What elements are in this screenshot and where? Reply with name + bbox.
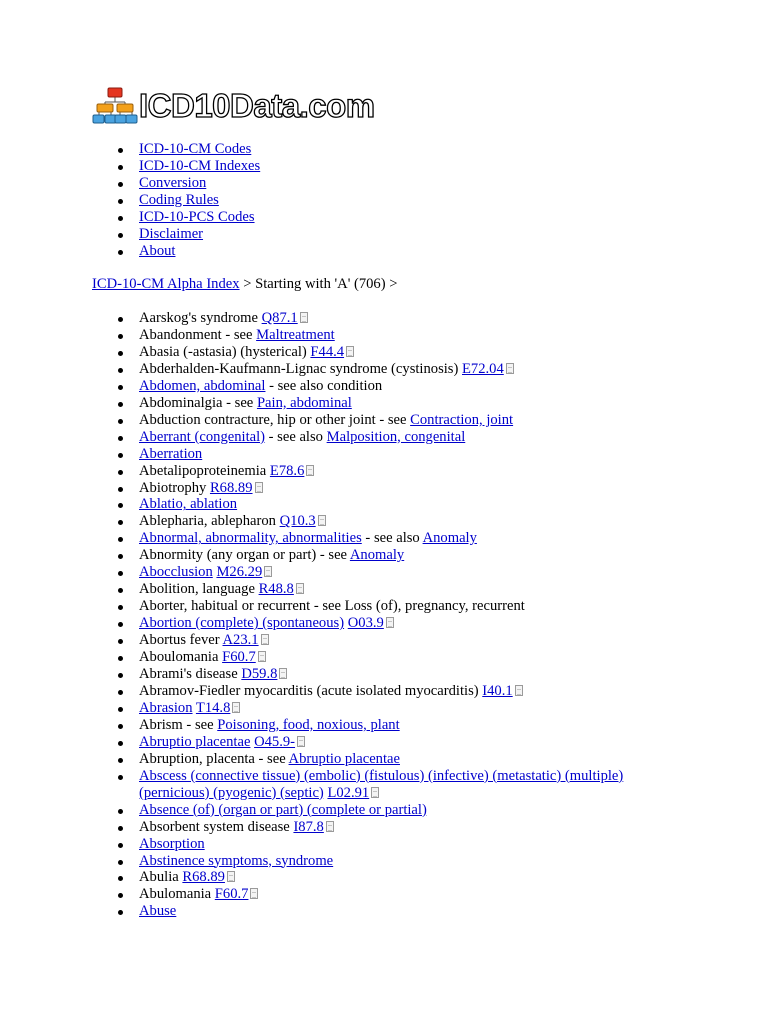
code-link[interactable]: T14.8: [195, 699, 231, 716]
document-icon[interactable]: [250, 888, 258, 899]
term-link[interactable]: Abruptio placentae: [288, 750, 400, 767]
term-link[interactable]: Abdomen, abdominal: [139, 377, 266, 394]
entry-text: Abandonment - see: [139, 326, 257, 343]
index-entry: [92, 683, 672, 700]
document-icon[interactable]: [296, 583, 304, 594]
index-entry: [92, 361, 672, 378]
index-entry: [92, 378, 672, 395]
term-link[interactable]: Pain, abdominal: [256, 394, 352, 411]
document-icon[interactable]: [515, 685, 523, 696]
code-link[interactable]: F44.4: [310, 343, 345, 360]
document-icon[interactable]: [300, 312, 308, 323]
breadcrumb-alpha-index-link[interactable]: ICD-10-CM Alpha Index: [92, 276, 240, 292]
entry-text: Abduction contracture, hip or other joint - see: [139, 411, 411, 428]
index-entry: [92, 819, 672, 836]
entry-text: Abolition, language: [139, 581, 259, 598]
entry-text: Abulomania: [139, 886, 215, 903]
term-link[interactable]: Malposition, congenital: [326, 428, 466, 445]
nav-item: [92, 209, 692, 226]
document-icon[interactable]: [306, 465, 314, 476]
index-entry: [92, 768, 672, 802]
index-entry: [92, 480, 672, 497]
index-entry: [92, 853, 672, 870]
entry-text: - see also: [361, 530, 423, 547]
index-entry: [92, 649, 672, 666]
nav-link-coding-rules[interactable]: Coding Rules: [139, 191, 219, 208]
code-link[interactable]: A23.1: [222, 632, 259, 649]
term-link[interactable]: Abstinence symptoms, syndrome: [139, 852, 334, 869]
index-entry: [92, 751, 672, 768]
entry-text: Abulia: [139, 869, 183, 886]
index-entry: [92, 547, 672, 564]
document-icon[interactable]: [258, 651, 266, 662]
entry-text: Abasia (-astasia) (hysterical): [139, 343, 311, 360]
term-link[interactable]: Abocclusion: [139, 564, 213, 581]
main-navigation: [92, 141, 692, 260]
index-entry: [92, 666, 672, 683]
code-link[interactable]: Q87.1: [261, 310, 298, 326]
index-entry: [92, 598, 672, 615]
entry-text: Ablepharia, ablepharon: [139, 513, 280, 530]
term-link[interactable]: Anomaly: [349, 547, 405, 564]
document-icon[interactable]: [371, 787, 379, 798]
document-icon[interactable]: [264, 566, 272, 577]
term-link[interactable]: Ablatio, ablation: [139, 496, 238, 513]
nav-item: [92, 141, 692, 158]
index-entry: [92, 564, 672, 581]
breadcrumb: [92, 276, 397, 293]
index-entry: [92, 463, 672, 480]
term-link[interactable]: Abscess (connective tissue) (embolic) (fistulous) (infective) (metastatic) (multiple) (pernicious) (pyogenic) (septic): [139, 767, 624, 801]
term-link[interactable]: Anomaly: [422, 530, 477, 547]
code-link[interactable]: O45.9-: [254, 733, 296, 750]
index-entry: [92, 717, 672, 734]
index-entry: [92, 886, 672, 903]
index-entry: [92, 412, 672, 429]
document-icon[interactable]: [261, 634, 269, 645]
breadcrumb-current: Starting with 'A' (706): [255, 276, 386, 292]
index-entry: [92, 344, 672, 361]
term-link[interactable]: Poisoning, food, noxious, plant: [217, 716, 400, 733]
nav-link-icd-10-cm-indexes[interactable]: ICD-10-CM Indexes: [139, 157, 261, 174]
document-icon[interactable]: [279, 668, 287, 679]
code-link[interactable]: F60.7: [222, 649, 256, 666]
index-entry-list: [92, 310, 672, 920]
term-link[interactable]: Aberrant (congenital): [139, 428, 266, 445]
code-link[interactable]: Q10.3: [279, 513, 316, 530]
code-link[interactable]: E72.04: [462, 360, 504, 377]
entry-text: Abrami's disease: [139, 666, 242, 683]
index-entry: [92, 310, 672, 327]
code-link[interactable]: I40.1: [482, 682, 513, 699]
document-icon[interactable]: [318, 515, 326, 526]
index-entry: [92, 513, 672, 530]
nav-item: [92, 175, 692, 192]
document-icon[interactable]: [232, 702, 240, 713]
document-icon[interactable]: [297, 736, 305, 747]
entry-text: Abiotrophy: [139, 479, 210, 496]
code-link[interactable]: D59.8: [241, 666, 278, 683]
entry-text: Abramov-Fiedler myocarditis (acute isolated myocarditis): [139, 682, 483, 699]
document-icon[interactable]: [346, 346, 354, 357]
entry-text: Aboulomania: [139, 649, 223, 666]
entry-text: - see also: [265, 428, 327, 445]
index-entry: [92, 496, 672, 513]
term-link[interactable]: Absence (of) (organ or part) (complete or partial): [139, 801, 427, 818]
code-link[interactable]: O03.9: [347, 615, 384, 632]
nav-link-disclaimer[interactable]: Disclaimer: [139, 225, 204, 242]
nav-link-conversion[interactable]: Conversion: [139, 174, 207, 191]
index-entry: [92, 903, 672, 920]
nav-item: [92, 158, 692, 175]
code-link[interactable]: E78.6: [269, 462, 305, 479]
code-link[interactable]: M26.29: [216, 564, 263, 581]
term-link[interactable]: Abnormal, abnormality, abnormalities: [139, 530, 362, 547]
entry-text: Abderhalden-Kaufmann-Lignac syndrome (cystinosis): [139, 360, 462, 377]
entry-text: Abetalipoproteinemia: [139, 462, 270, 479]
index-entry: [92, 429, 672, 446]
breadcrumb-separator: >: [385, 276, 398, 292]
nav-link-icd-10-pcs-codes[interactable]: ICD-10-PCS Codes: [139, 208, 255, 225]
index-entry: [92, 869, 672, 886]
term-link[interactable]: Abruptio placentae: [139, 733, 251, 750]
nav-item: [92, 243, 692, 260]
index-entry: [92, 327, 672, 344]
document-icon[interactable]: [255, 482, 263, 493]
entry-text: Aborter, habitual or recurrent - see Loss (of), pregnancy, recurrent: [139, 598, 525, 615]
entry-text: Abdominalgia - see: [139, 394, 257, 411]
index-entry: [92, 734, 672, 751]
term-link[interactable]: Aberration: [139, 445, 203, 462]
code-link[interactable]: R68.89: [182, 869, 225, 886]
hierarchy-logo-icon: [92, 86, 138, 126]
entry-text: Abrism - see: [139, 716, 218, 733]
entry-text: Absorbent system disease: [139, 818, 294, 835]
nav-item: [92, 192, 692, 209]
document-icon[interactable]: [386, 617, 394, 628]
index-entry: [92, 615, 672, 632]
term-link[interactable]: Abuse: [139, 903, 177, 920]
breadcrumb-separator: >: [239, 276, 256, 292]
term-link[interactable]: Contraction, joint: [410, 411, 514, 428]
document-icon[interactable]: [227, 871, 235, 882]
index-entry: [92, 530, 672, 547]
term-link[interactable]: Absorption: [139, 835, 205, 852]
site-logo[interactable]: [92, 86, 375, 126]
term-link[interactable]: Maltreatment: [256, 326, 335, 343]
nav-item: [92, 226, 692, 243]
site-logo-text: ICD10Data.com: [139, 87, 375, 124]
entry-text: Abortus fever: [139, 632, 223, 649]
code-link[interactable]: L02.91: [327, 784, 370, 801]
document-icon[interactable]: [326, 821, 334, 832]
index-entry: [92, 395, 672, 412]
entry-text: Aarskog's syndrome: [139, 310, 262, 326]
entry-text: Abruption, placenta - see: [139, 750, 289, 767]
document-icon[interactable]: [506, 363, 514, 374]
index-entry: [92, 581, 672, 598]
entry-text: - see also condition: [265, 377, 383, 394]
code-link[interactable]: I87.8: [293, 818, 324, 835]
code-link[interactable]: R68.89: [209, 479, 253, 496]
nav-link-icd-10-cm-codes[interactable]: ICD-10-CM Codes: [139, 141, 252, 157]
code-link[interactable]: R48.8: [258, 581, 294, 598]
index-entry: [92, 802, 672, 819]
index-entry: [92, 700, 672, 717]
index-entry: [92, 836, 672, 853]
term-link[interactable]: Abrasion: [139, 699, 193, 716]
index-entry: [92, 632, 672, 649]
code-link[interactable]: F60.7: [214, 886, 249, 903]
nav-link-about[interactable]: About: [139, 242, 176, 259]
term-link[interactable]: Abortion (complete) (spontaneous): [139, 615, 345, 632]
index-entry: [92, 446, 672, 463]
entry-text: Abnormity (any organ or part) - see: [139, 547, 350, 564]
